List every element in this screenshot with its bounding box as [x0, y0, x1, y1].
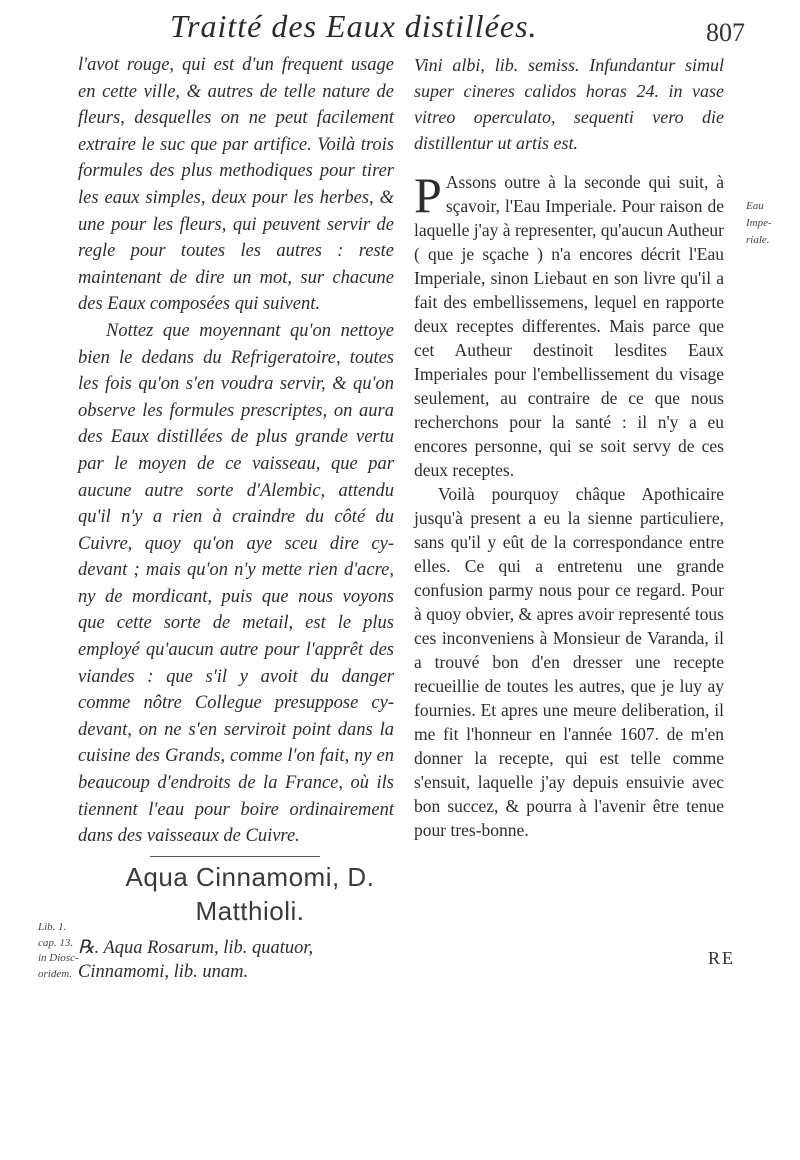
right-paragraph-1	[414, 167, 724, 482]
running-title: Traitté des Eaux distillées.	[170, 8, 538, 44]
recipe-continued: Vini albi, lib. semiss. Infundantur simul super cineres calidos horas 24. in vase vitreo operculato, sequenti vero die distillentur ut artis est.	[414, 55, 724, 153]
margin-note-line: in Diosc-	[38, 952, 79, 964]
left-margin-note	[38, 920, 82, 982]
margin-note-line: oridem.	[38, 967, 72, 980]
left-column	[78, 52, 394, 850]
recipe-text: ℞. Aqua Rosarum, lib. quatuor, Cinnamomi, lib. unam.	[78, 938, 314, 982]
section-divider	[150, 856, 320, 857]
page-number: 807	[706, 18, 745, 47]
right-column	[414, 52, 724, 842]
drop-cap: P	[414, 167, 442, 223]
margin-note-line: Impe-	[746, 217, 772, 229]
catchword: RE	[708, 948, 736, 968]
margin-note-line: riale.	[746, 234, 770, 246]
margin-note-line: Lib. 1.	[38, 921, 67, 933]
recipe-start	[78, 936, 408, 984]
left-paragraph-2: Nottez que moyennant qu'on nettoye bien le dedans du Refrigeratoire, toutes les fois qu'on s'en voudra servir, & qu'on observe les formules prescriptes, on aura des Eaux distillées de plus grande vertu par le moyen de ce vaisseau, que par aucune autre sorte d'Alembic, attendu qu'il n'y a rien à craindre du côté du Cuivre, quoy qu'on aye sceu dire cy-devant ; mais qu'on n'y mette rien d'acre, ny de mordicant, puis que nous voyons que cette sorte de metail, est le plus employé qu'aucun autre pour l'apprêt des viandes : que s'il y avoit du danger comme nôtre Collegue presuppose cy-devant, on ne s'en serviroit point dans la cuisine des Grands, comme l'on fait, ny en beaucoup d'endroits de la France, où ils tiennent l'eau pour boire ordinairement dans des vaisseaux de Cuivre.	[78, 320, 394, 847]
right-paragraph-2: Voilà pourquoy châque Apothicaire jusqu'à present a eu la sienne particuliere, sans qu'il y eût de la correspondance entre elles. Ce qui a entretenu une grande confusion parmy nous pour ce regard. Pour à quoy obvier, & apres avoir representé tous ces inconveniens à Monsieur de Varanda, il a trouvé bon d'en dresser une recepte recueillie de toutes les autres, que je luy ay fournies. Et apres une meure deliberation, il me fit l'honneur en l'année 1607. de m'en donner la recepte, qui est telle comme s'ensuit, laquelle j'ay depuis ensuivie avec bon succez, & pourra à l'avenir être tenue pour tres-bonne.	[414, 484, 724, 840]
margin-note-line: Eau	[746, 200, 764, 212]
right-paragraph-1-text: Assons outre à la seconde qui suit, à sçavoir, l'Eau Imperiale. Pour raison de laquelle j'ay à representer, qu'aucun Autheur ( que je sçache ) n'a encores décrit l'Eau Imperiale, sinon Liebaut en son livre qu'il a fait des embellissemens, lequel en rapporte deux receptes differentes. Mais parce que cet Autheur destinoit lesdites Eaux Imperiales pour l'embellissement du visage seulement, au contraire de ce que nous recherchons pour la santé : il n'y a eu encores personne, qui se soit servy de ces deux receptes.	[414, 172, 724, 480]
section-heading: Aqua Cinnamomi, D. Matthioli.	[125, 862, 375, 926]
right-margin-note	[746, 198, 800, 249]
left-paragraph-1: l'avot rouge, qui est d'un frequent usage en cette ville, & autres de telle nature de fleurs, desquelles on ne peut facilement extraire le suc que par artifice. Voilà trois formules des plus methodiques pour tirer les eaux simples, deux pour les herbes, & une pour les fleurs, qui peuvent servir de regle pour toutes les autres : reste maintenant de dire un mot, sur chacune des Eaux composées qui suivent.	[78, 55, 394, 315]
margin-note-line: cap. 13.	[38, 936, 74, 949]
